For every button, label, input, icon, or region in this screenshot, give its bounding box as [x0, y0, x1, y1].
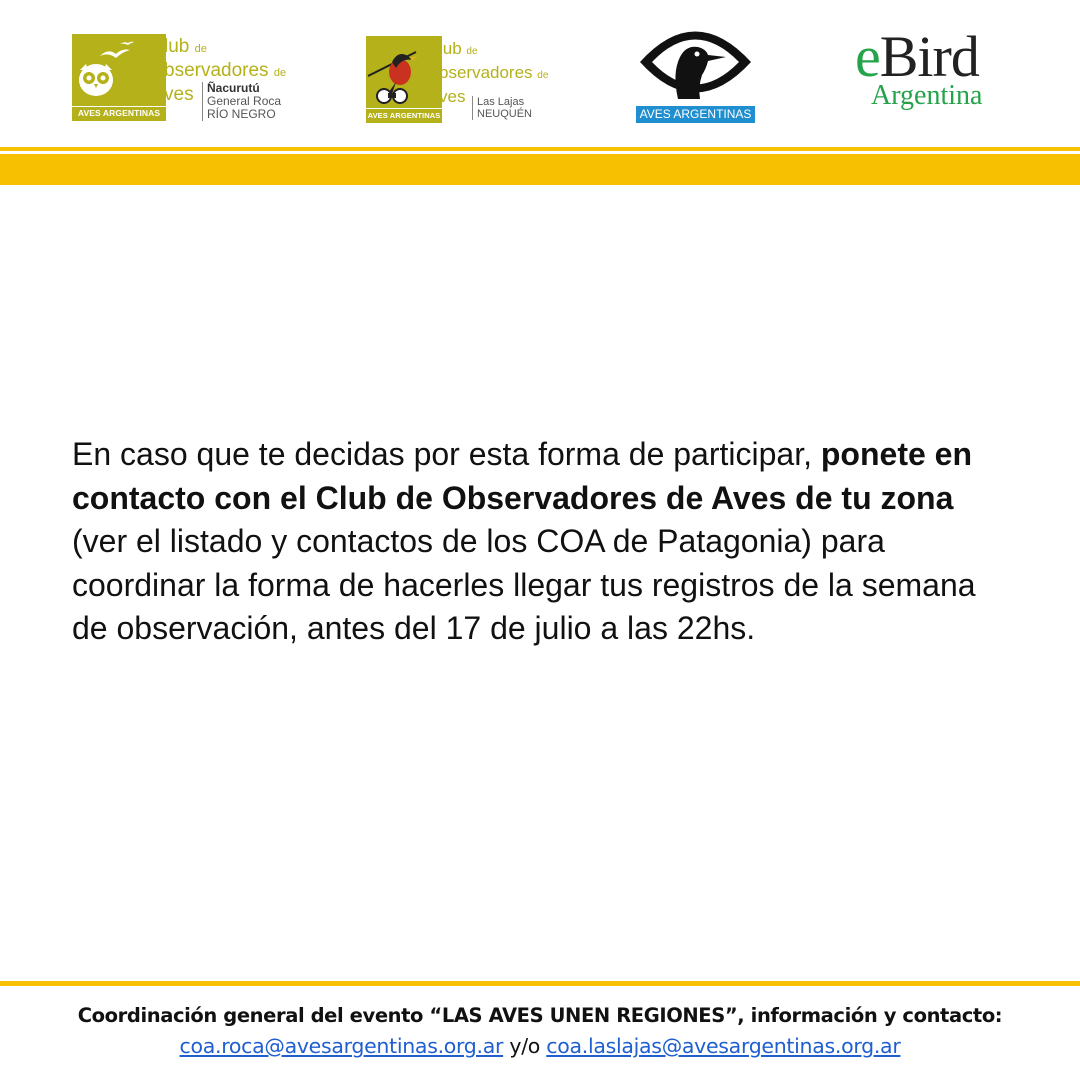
place-neuquen: NEUQUÉN	[477, 108, 533, 120]
coa-roca-letters	[150, 36, 165, 99]
coa-laslajas-place	[472, 96, 532, 120]
footer-coordination: Coordinación general del evento “LAS AVES UNEN REGIONES”, información y contacto:	[77, 1004, 1003, 1027]
coa-line-observadores: bservadores	[164, 60, 269, 81]
coa-roca-logo	[72, 34, 302, 126]
coa-line-aves: ves	[164, 84, 194, 105]
eye-bird-icon	[636, 21, 755, 103]
place-las-lajas: Las Lajas	[477, 96, 525, 108]
message-highlight: ponete en contacto con el Club de Observadores de Aves de tu zona	[72, 436, 972, 516]
ebird-country: Argentina	[871, 80, 983, 111]
coa-roca-place	[202, 82, 281, 121]
coa-line-de: de	[466, 46, 478, 57]
letter-o: O	[426, 59, 441, 80]
coa-laslajas-letters	[426, 38, 441, 101]
letter-c: C	[150, 36, 164, 57]
letter-a: A	[150, 78, 163, 99]
ebird-e: e	[855, 24, 880, 89]
coa-line-club: lub	[164, 36, 190, 57]
place-general-roca: General Roca	[207, 94, 282, 108]
ebird-bird: Bird	[879, 24, 979, 89]
footer-divider	[0, 981, 1080, 986]
header-logos	[0, 0, 1080, 145]
thrush-binoculars-icon	[366, 36, 428, 108]
coa-laslajas-logo	[366, 36, 549, 124]
letter-c: C	[426, 38, 440, 59]
place-rio-negro: RÍO NEGRO	[207, 107, 276, 121]
coa-roca-band: AVES ARGENTINAS	[72, 106, 166, 121]
ebird-argentina-logo	[855, 24, 1005, 116]
email-separator: y/o	[503, 1034, 547, 1058]
coa-line-club: lub	[439, 39, 462, 58]
coa-line-de: de	[194, 43, 207, 55]
coa-line-observadores: bservadores	[439, 63, 533, 82]
coa-line-aves: ves	[439, 87, 466, 106]
email-link-laslajas[interactable]: coa.laslajas@avesargentinas.org.ar	[546, 1034, 901, 1058]
coa-line-de-2: de	[273, 67, 287, 79]
email-link-roca[interactable]: coa.roca@avesargentinas.org.ar	[179, 1034, 504, 1058]
aves-argentinas-band: AVES ARGENTINAS	[636, 106, 755, 123]
letter-a: A	[426, 80, 439, 101]
header-divider-thin	[0, 147, 1080, 151]
footer	[0, 1001, 1080, 1061]
ebird-wordmark	[855, 24, 979, 89]
footer-contacts	[0, 1031, 1080, 1061]
header-divider-thick	[0, 154, 1080, 185]
main-message	[72, 433, 1002, 651]
aves-argentinas-logo	[636, 21, 755, 123]
coa-line-de-2: de	[537, 70, 549, 81]
place-nacurutu: Ñacurutú	[207, 81, 260, 95]
letter-o: O	[150, 57, 165, 78]
owl-seagull-icon	[72, 34, 150, 106]
message-details: (ver el listado y contactos de los COA de Patagonia) para coordinar la forma de hacerles llegar tus registros de la semana de observación, antes del 17 de julio a las 22hs.	[72, 523, 976, 646]
message-intro: En caso que te decidas por esta forma de participar,	[72, 436, 821, 472]
coa-laslajas-band: AVES ARGENTINAS	[366, 108, 442, 123]
